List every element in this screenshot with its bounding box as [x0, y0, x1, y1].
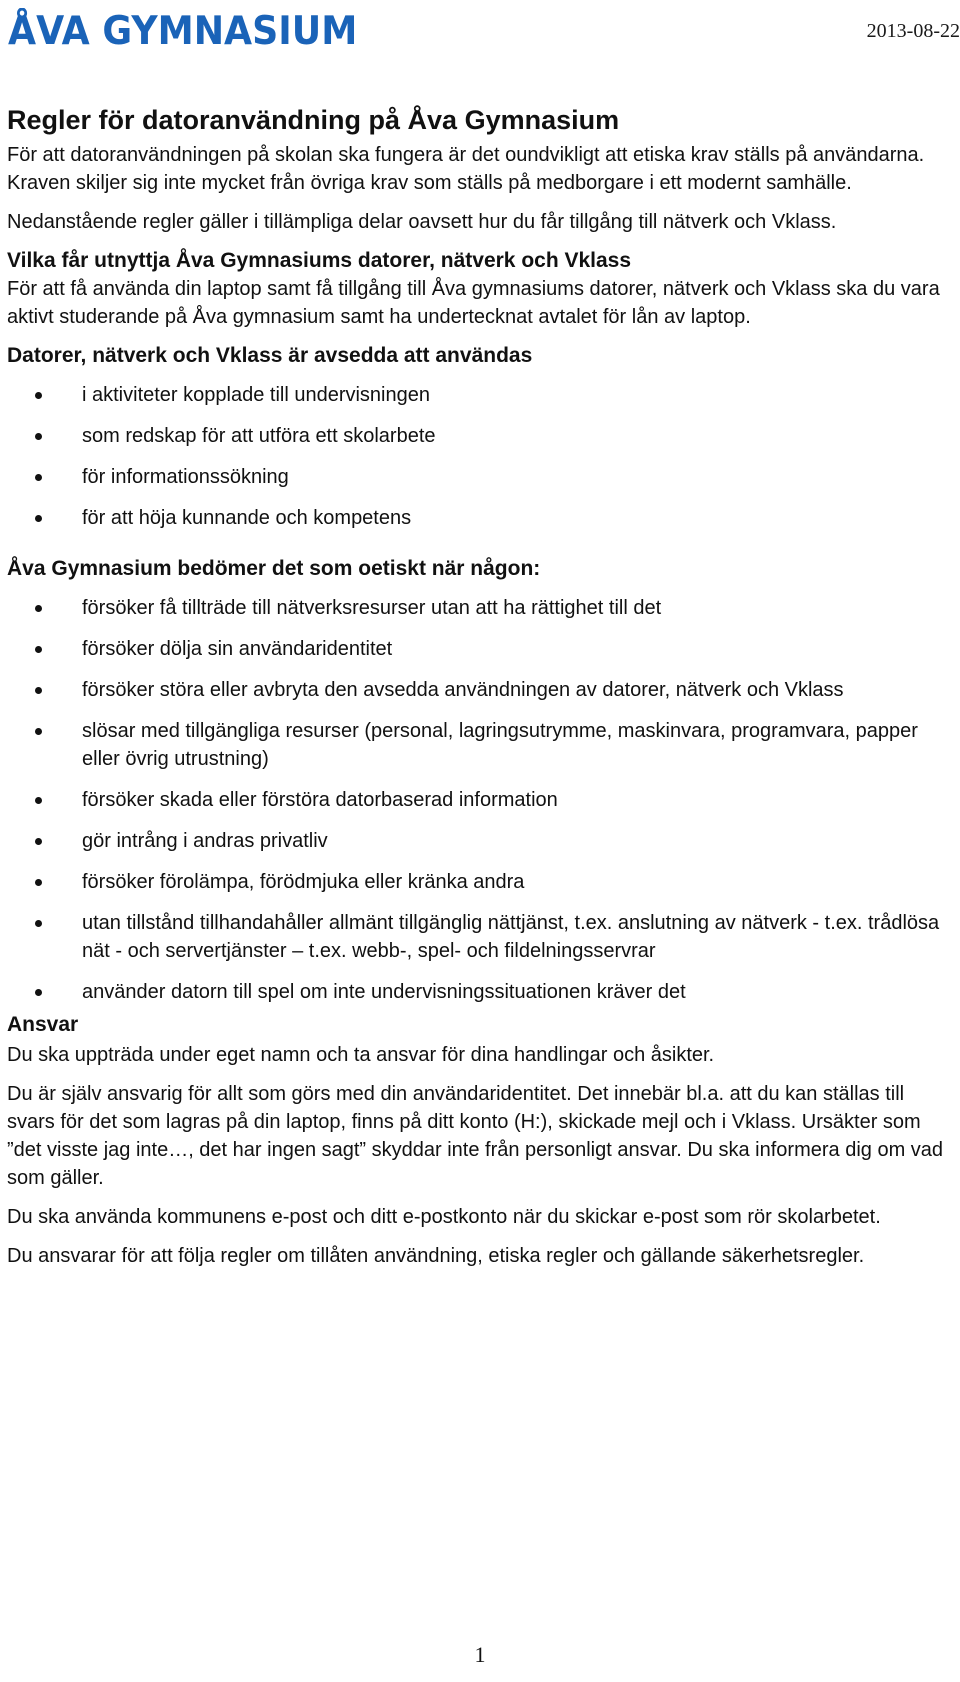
document-body — [7, 103, 957, 1270]
intro-paragraph-1: För att datoranvändningen på skolan ska fungera är det oundvikligt att etiska krav ställs på användarna. Kraven skiljer sig inte mycket från övriga krav som ställs på medborgare i ett modernt samhälle. — [7, 144, 925, 194]
list-item: i aktiviteter kopplade till undervisningen — [7, 381, 957, 409]
list-item: försöker störa eller avbryta den avsedda användningen av datorer, nätverk och Vklass — [7, 676, 957, 704]
list-item: försöker dölja sin användaridentitet — [7, 635, 957, 663]
list-item: försöker skada eller förstöra datorbaserad information — [7, 786, 957, 814]
section-unethical-heading: Åva Gymnasium bedömer det som oetiskt när någon: — [7, 557, 541, 580]
responsibility-paragraph-2: Du är själv ansvarig för allt som görs med din användaridentitet. Det innebär bl.a. att du kan ställas till svars för det som lagras på din laptop, finns på ditt konto (H:), skickade mejl och i Vklass. Ursäkter som ”det visste jag inte…, det har ingen sagt” skyddar inte från personligt ansvar. Du ska informera dig om vad som gäller. — [7, 1083, 944, 1189]
bullet-icon — [35, 515, 42, 522]
list-item: för att höja kunnande och kompetens — [7, 504, 957, 532]
school-logo: ÅVA GYMNASIUM — [8, 9, 358, 54]
list-item: som redskap för att utföra ett skolarbete — [7, 422, 957, 450]
bullet-icon — [35, 392, 42, 399]
list-item: gör intrång i andras privatliv — [7, 827, 957, 855]
responsibility-paragraph-4: Du ansvarar för att följa regler om tillåten användning, etiska regler och gällande säkerhetsregler. — [7, 1245, 865, 1267]
bullet-icon — [35, 605, 42, 612]
list-item: för informationssökning — [7, 463, 957, 491]
section-who-heading: Vilka får utnyttja Åva Gymnasiums datorer, nätverk och Vklass — [7, 249, 632, 272]
list-item: utan tillstånd tillhandahåller allmänt tillgänglig nättjänst, t.ex. anslutning av nätverk - t.ex. trådlösa nät - och servertjänster – t.ex. webb-, spel- och fildelningsservrar — [7, 909, 957, 965]
document-title: Regler för datoranvändning på Åva Gymnasium — [7, 105, 620, 135]
bullet-icon — [35, 687, 42, 694]
bullet-icon — [35, 646, 42, 653]
list-item: försöker förolämpa, förödmjuka eller kränka andra — [7, 868, 957, 896]
page-number: 1 — [474, 1642, 486, 1667]
section-responsibility-heading: Ansvar — [7, 1013, 79, 1036]
bullet-icon — [35, 433, 42, 440]
responsibility-paragraph-3: Du ska använda kommunens e-post och ditt e-postkonto när du skickar e-post som rör skolarbetet. — [7, 1206, 881, 1228]
intro-paragraph-2: Nedanstående regler gäller i tillämpliga delar oavsett hur du får tillgång till nätverk och Vklass. — [7, 211, 837, 233]
bullet-icon — [35, 989, 42, 996]
bullet-icon — [35, 474, 42, 481]
bullet-icon — [35, 797, 42, 804]
list-item: försöker få tillträde till nätverksresurser utan att ha rättighet till det — [7, 594, 957, 622]
responsibility-paragraph-1: Du ska uppträda under eget namn och ta ansvar för dina handlingar och åsikter. — [7, 1044, 715, 1066]
section-purpose-heading: Datorer, nätverk och Vklass är avsedda att användas — [7, 344, 533, 367]
bullet-icon — [35, 838, 42, 845]
bullet-icon — [35, 728, 42, 735]
list-item: slösar med tillgängliga resurser (personal, lagringsutrymme, maskinvara, programvara, papper eller övrig utrustning) — [7, 717, 957, 773]
bullet-icon — [35, 879, 42, 886]
section-who-text: För att få använda din laptop samt få tillgång till Åva gymnasiums datorer, nätverk och Vklass ska du vara aktivt studerande på Åva gymnasium samt ha undertecknat avtalet för lån av laptop. — [7, 278, 940, 328]
list-item: använder datorn till spel om inte undervisningssituationen kräver det — [7, 978, 957, 1006]
bullet-icon — [35, 920, 42, 927]
purpose-list — [7, 381, 957, 532]
document-date: 2013-08-22 — [866, 20, 960, 42]
unethical-list — [7, 594, 957, 1006]
